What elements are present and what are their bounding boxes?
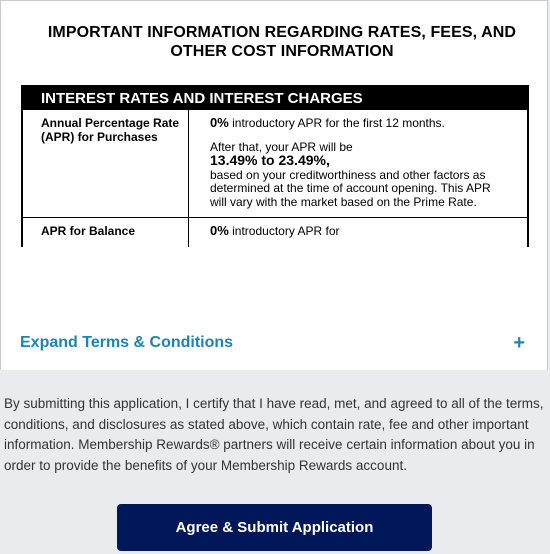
row-label-purchase-apr: Annual Percentage Rate (APR) for Purchases <box>23 110 189 217</box>
terms-title: IMPORTANT INFORMATION REGARDING RATES, FEES, AND OTHER COST INFORMATION <box>47 24 517 60</box>
table-header: INTEREST RATES AND INTEREST CHARGES <box>23 87 527 109</box>
certification-text: By submitting this application, I certify that I have read, met, and agreed to all of the terms, conditions, and disclosures as stated above, which contain rate, fee and other important information. Membership Rewards® partners will receive certain information about you in order to provide the benefits of your Membership Rewards account. <box>4 396 544 473</box>
expand-terms-toggle[interactable] <box>1 315 547 370</box>
table-row <box>23 109 527 217</box>
row-value-balance-apr: 0% introductory APR for <box>210 223 340 238</box>
apr-range: 13.49% to 23.49%, <box>210 152 330 168</box>
standard-apr-text: After that, your APR will be 13.49% to 23.49%, based on your creditworthiness and other factors as determined at the time of account opening. This APR will vary with the market based on the Prime Rate. <box>210 139 491 209</box>
terms-scroll-area[interactable] <box>1 1 547 315</box>
agree-submit-button[interactable]: Agree & Submit Application <box>117 504 432 551</box>
intro-apr-text: 0% introductory APR for the first 12 months. <box>210 115 445 130</box>
row-value-purchase-apr <box>189 110 527 217</box>
expand-terms-label: Expand Terms & Conditions <box>20 333 234 351</box>
plus-icon[interactable]: + <box>513 331 525 354</box>
rates-table <box>21 85 529 247</box>
row-label-balance-apr: APR for Balance <box>23 218 189 247</box>
table-row <box>23 217 527 247</box>
